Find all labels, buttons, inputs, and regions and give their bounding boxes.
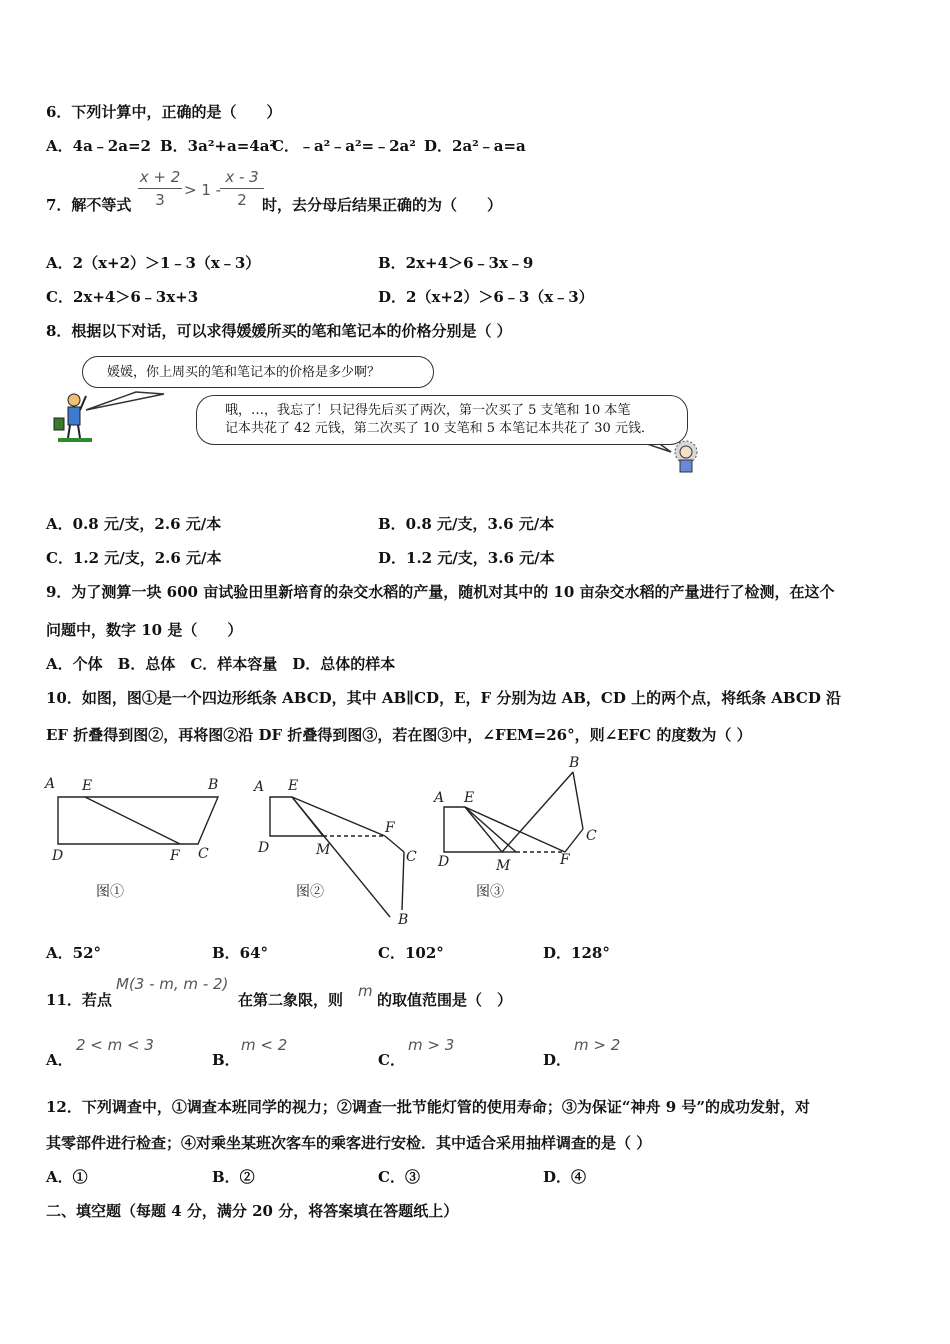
q11-middle: 在第二象限，则 (238, 991, 344, 1009)
q12-option-b: B．② (212, 1168, 255, 1186)
speech-bubble-answer-line-1: 哦，…，我忘了！只记得先后买了两次，第一次买了 5 支笔和 10 本笔 (225, 403, 631, 418)
q11-option-a-expr: 2 < m < 3 (76, 1036, 154, 1054)
q11-option-b-expr: m < 2 (241, 1036, 288, 1054)
fig3-label-b: B (569, 755, 580, 771)
q7-suffix: 时，去分母后结果正确的为（ ） (262, 196, 503, 214)
fig2-label-c: C (406, 849, 417, 865)
q10-option-d: D．128° (543, 944, 610, 962)
q11-option-b-label: B． (212, 1051, 240, 1069)
q7-frac1-denominator: 3 (138, 188, 182, 209)
fig3-label-d: D (438, 854, 450, 870)
q11-option-c-expr: m > 3 (408, 1036, 455, 1054)
q11-suffix: 的取值范围是（ ） (377, 991, 513, 1009)
q10-line-1: 10．如图，图①是一个四边形纸条 ABCD，其中 AB∥CD，E，F 分别为边 AB，CD 上的两个点，将纸条 ABCD 沿 (46, 689, 842, 707)
q8-option-a: A．0.8 元/支，2.6 元/本 (46, 515, 222, 533)
fig2-label-b: B (398, 912, 409, 928)
q9-options: A．个体 B．总体 C．样本容量 D．总体的样本 (46, 655, 396, 673)
q6-option-b: B．3a²+a=4a² (160, 137, 276, 155)
q6-stem: 6．下列计算中，正确的是（ ） (46, 103, 282, 121)
q10-option-c: C．102° (378, 944, 444, 962)
fig1-label-a: A (45, 776, 56, 792)
speech-bubble-answer (196, 395, 688, 445)
fig1-label-d: D (52, 848, 64, 864)
q12-option-c: C．③ (378, 1168, 420, 1186)
q8-option-d: D．1.2 元/支，3.6 元/本 (378, 549, 555, 567)
q7-frac2-numerator: x - 3 (225, 168, 259, 186)
q7-prefix: 7．解不等式 (46, 196, 132, 214)
fig2-label-e: E (288, 778, 299, 794)
q10-option-b: B．64° (212, 944, 269, 962)
fig1-label-c: C (198, 846, 209, 862)
fig2-label-d: D (258, 840, 270, 856)
q10-option-a: A．52° (46, 944, 102, 962)
q11-variable: m (358, 982, 373, 1000)
q6-option-d: D．2a²﹣a=a (424, 137, 526, 155)
speech-bubble-answer-line-2: 记本共花了 42 元钱，第二次买了 10 支笔和 5 本笔记本共花了 30 元钱． (225, 421, 654, 436)
fig3-label-e: E (464, 790, 475, 806)
fig1-caption: 图① (96, 884, 124, 900)
q10-line-2: EF 折叠得到图②，再将图②沿 DF 折叠得到图③，若在图③中，∠FEM=26°，则∠EFC 的度数为（ ） (46, 726, 752, 744)
q12-line-2: 其零部件进行检查；④对乘坐某班次客车的乘客进行安检．其中适合采用抽样调查的是（ ） (46, 1134, 652, 1152)
fig1-label-f: F (170, 848, 180, 864)
fig2-label-m: M (316, 842, 331, 858)
q6-option-c: C．﹣a²﹣a²=﹣2a² (272, 137, 416, 155)
q7-option-d: D．2（x+2）＞6﹣3（x﹣3） (378, 288, 594, 306)
q7-frac2-denominator: 2 (220, 188, 264, 209)
q10-folding-figures (40, 752, 630, 934)
boy-figure (54, 394, 92, 442)
q11-point: M(3 - m, m - 2) (116, 975, 229, 993)
fig1-label-b: B (208, 777, 219, 793)
fig1-label-e: E (82, 778, 93, 794)
speech-bubble-question: 媛媛，你上周买的笔和笔记本的价格是多少啊？ (82, 356, 434, 388)
fig3-label-m: M (496, 858, 511, 874)
q8-option-c: C．1.2 元/支，2.6 元/本 (46, 549, 222, 567)
q7-frac1-numerator: x + 2 (139, 168, 181, 186)
q11-option-d-expr: m > 2 (574, 1036, 621, 1054)
section-2-heading: 二、填空题（每题 4 分，满分 20 分，将答案填在答题纸上） (46, 1202, 459, 1220)
q11-option-d-label: D． (543, 1051, 572, 1069)
q11-prefix: 11．若点 (46, 991, 112, 1009)
q9-line-1: 9．为了测算一块 600 亩试验田里新培育的杂交水稻的产量，随机对其中的 10 亩杂交水稻的产量进行了检测，在这个 (46, 583, 835, 601)
q8-option-b: B．0.8 元/支，3.6 元/本 (378, 515, 555, 533)
q9-line-2: 问题中，数字 10 是（ ） (46, 621, 243, 639)
q7-inequality-middle: > 1 - (184, 181, 222, 199)
fig3-label-c: C (586, 828, 597, 844)
q7-fraction-1 (138, 168, 182, 209)
q11-option-c-label: C． (378, 1051, 405, 1069)
q7-option-b: B．2x+4＞6﹣3x﹣9 (378, 254, 534, 272)
fig2-label-f: F (385, 820, 395, 836)
fig2-label-a: A (254, 779, 265, 795)
q11-option-a-label: A． (46, 1051, 73, 1069)
q7-option-c: C．2x+4＞6﹣3x+3 (46, 288, 199, 306)
fig3-label-f: F (560, 852, 570, 868)
q12-option-a: A．① (46, 1168, 88, 1186)
fig2-caption: 图② (296, 884, 324, 900)
fig3-caption: 图③ (476, 884, 504, 900)
fig3-label-a: A (434, 790, 445, 806)
q6-option-a: A．4a﹣2a=2 (46, 137, 151, 155)
q12-option-d: D．④ (543, 1168, 587, 1186)
q7-option-a: A．2（x+2）＞1﹣3（x﹣3） (46, 254, 261, 272)
q12-line-1: 12．下列调查中，①调查本班同学的视力；②调查一批节能灯管的使用寿命；③为保证“神舟 9 号”的成功发射，对 (46, 1098, 811, 1116)
girl-figure (675, 441, 697, 472)
q8-stem: 8．根据以下对话，可以求得媛媛所买的笔和笔记本的价格分别是（ ） (46, 322, 512, 340)
q7-fraction-2 (220, 168, 264, 209)
